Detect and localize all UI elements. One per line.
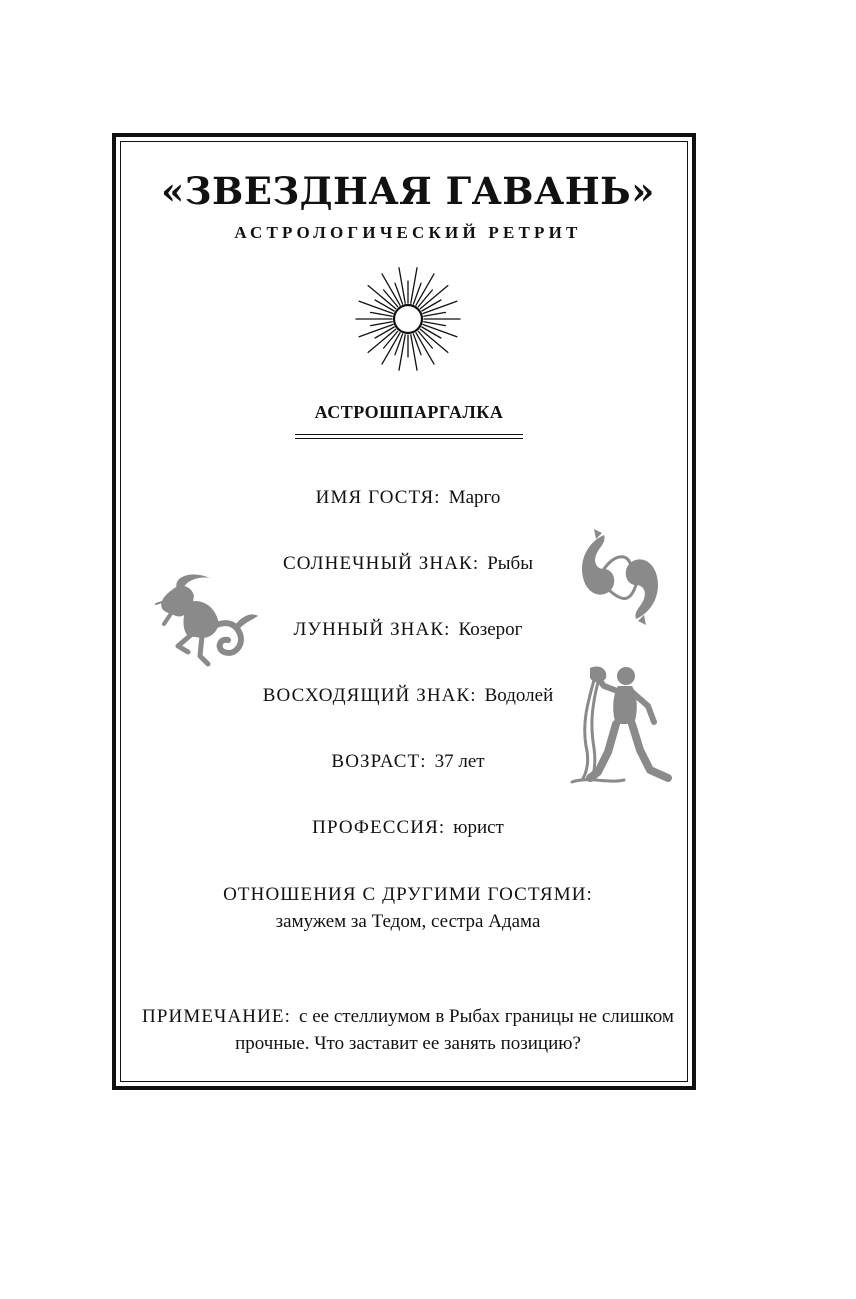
field-value: Козерог	[458, 619, 523, 640]
field-guest-name	[116, 487, 700, 509]
field-value: Рыбы	[487, 553, 533, 574]
sun-ray	[371, 312, 393, 316]
sun-ray	[420, 329, 448, 352]
retreat-subtitle: АСТРОЛОГИЧЕСКИЙ РЕТРИТ	[234, 223, 582, 242]
note	[136, 1003, 680, 1057]
sun-ray	[413, 334, 421, 355]
sun-ray	[395, 334, 403, 355]
pisces-icon	[574, 529, 666, 625]
sun-ray	[395, 283, 403, 304]
section-title: АСТРОШПАРГАЛКА	[314, 402, 504, 422]
sun-ray	[424, 322, 446, 326]
section-title-underline	[295, 434, 523, 439]
sun-ray	[368, 286, 396, 309]
retreat-title: «ЗВЕЗДНАЯ ГАВАНЬ»	[161, 169, 655, 213]
aquarius-icon	[568, 662, 676, 786]
note-text: с ее стеллиумом в Рыбах границы не слишком прочные. Что заставит ее занять позицию?	[235, 1006, 674, 1054]
sun-burst-icon	[353, 264, 463, 374]
field-label: СОЛНЕЧНЫЙ ЗНАК:	[283, 553, 480, 574]
astro-cheat-sheet-card	[112, 133, 696, 1090]
field-relations	[116, 881, 700, 935]
sun-ray	[368, 329, 396, 352]
field-label: ИМЯ ГОСТЯ:	[315, 487, 441, 508]
field-value: Водолей	[484, 685, 554, 706]
field-value: Марго	[448, 487, 501, 508]
relations-value: замужем за Тедом, сестра Адама	[275, 911, 541, 932]
capricorn-icon	[148, 572, 260, 672]
field-label: ВОЗРАСТ:	[331, 751, 427, 772]
field-label: ЛУННЫЙ ЗНАК:	[293, 619, 451, 640]
sun-ray	[424, 312, 446, 316]
note-label: ПРИМЕЧАНИЕ:	[142, 1006, 292, 1027]
field-profession	[116, 817, 700, 839]
field-value: 37 лет	[434, 751, 485, 772]
sun-ray	[371, 322, 393, 326]
sun-ray	[413, 283, 421, 304]
relations-label: ОТНОШЕНИЯ С ДРУГИМИ ГОСТЯМИ:	[223, 884, 593, 905]
field-label: ПРОФЕССИЯ:	[312, 817, 446, 838]
field-label: ВОСХОДЯЩИЙ ЗНАК:	[262, 685, 477, 706]
sun-ray	[420, 286, 448, 309]
field-value: юрист	[453, 817, 504, 838]
